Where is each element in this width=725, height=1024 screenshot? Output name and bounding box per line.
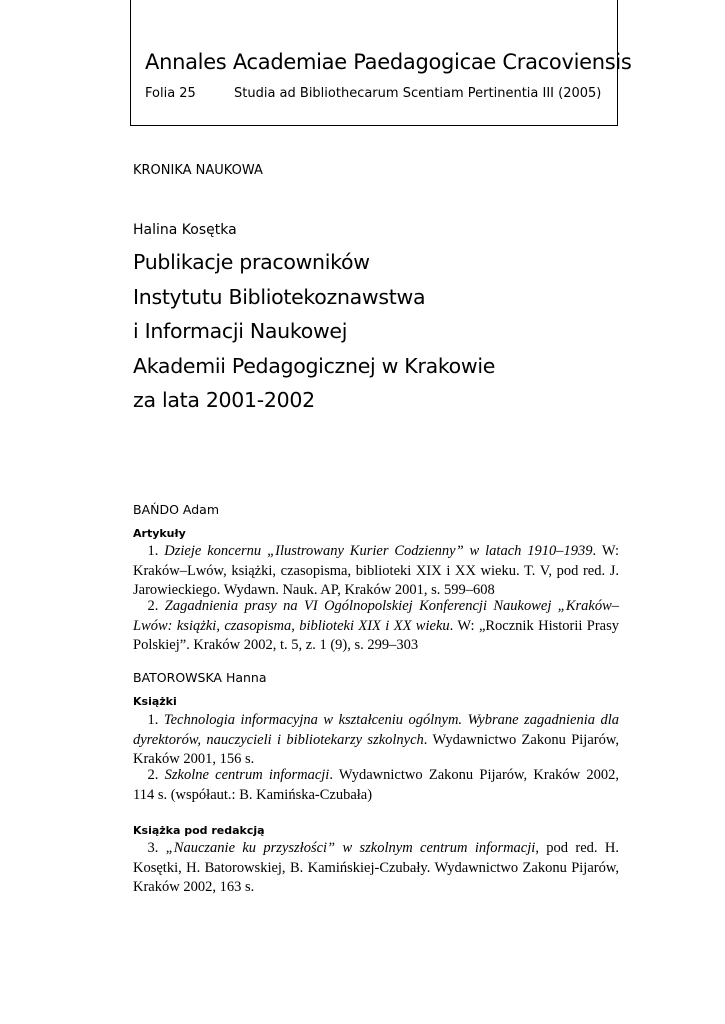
- article-title: [133, 245, 495, 418]
- entry-details: . Wydawnictwo Zakonu Pijarów, Kraków 2001, 156 s.: [133, 731, 619, 767]
- bibliography-entry: [133, 597, 619, 656]
- person-name: BATOROWSKA Hanna: [133, 670, 267, 685]
- entry-number: 1.: [147, 712, 164, 728]
- bibliography-entry: [133, 542, 619, 601]
- entry-title: Zagadnienia prasy na VI Ogólnopolskiej Konferencji Naukowej „Kraków–Lwów: książki, czasopisma, biblioteki XIX i XX wieku: [133, 598, 620, 634]
- journal-folio: Folia 25: [145, 86, 196, 101]
- section-heading: KRONIKA NAUKOWA: [133, 163, 263, 178]
- entry-details: , pod red. H. Kosętki, H. Batorowskiej, B. Kamińskiej-Czubały. Wydawnictwo Zakonu Pijarów, Kraków 2002, 163 s.: [133, 840, 619, 895]
- entry-title: Technologia informacyjna w kształceniu ogólnym. Wybrane zagadnienia dla dyrektorów, nauczycieli i bibliotekarzy szkolnych: [133, 712, 620, 748]
- entry-title: „Nauczanie ku przyszłości” w szkolnym centrum informacji: [165, 840, 536, 856]
- entry-number: 2.: [147, 598, 165, 614]
- category-label: Książki: [133, 695, 177, 708]
- entry-details: . Wydawnictwo Zakonu Pijarów, Kraków 2002, 114 s. (współaut.: B. Kamińska-Czubała): [133, 767, 619, 803]
- title-line: Instytutu Bibliotekoznawstwa: [133, 284, 426, 309]
- title-line: Akademii Pedagogicznej w Krakowie: [133, 353, 496, 378]
- entry-title: Dzieje koncernu „Ilustrowany Kurier Codzienny” w latach 1910–1939: [164, 543, 593, 559]
- person-name: BAŃDO Adam: [133, 502, 220, 517]
- bibliography-entry: [133, 766, 619, 805]
- entry-details: . W: „Rocznik Historii Prasy Polskiej”. Kraków 2002, t. 5, z. 1 (9), s. 299–303: [133, 617, 620, 653]
- entry-details: . W: Kraków–Lwów, książki, czasopisma, biblioteki XIX i XX wieku. T. V, pod red. J. Jarowieckiego. Wydawn. Nauk. AP, Kraków 2001, s. 599–608: [133, 543, 619, 598]
- journal-header-box: [130, 0, 632, 126]
- title-line: Publikacje pracowników: [133, 250, 370, 274]
- entry-number: 2.: [147, 767, 165, 783]
- category-label: Artykuły: [133, 527, 186, 540]
- journal-title: Annales Academiae Paedagogicae Cracoviensis: [145, 50, 632, 74]
- bibliography-entry: [133, 711, 619, 770]
- title-line: za lata 2001-2002: [133, 388, 315, 412]
- journal-series: Studia ad Bibliothecarum Scentiam Pertinentia III (2005): [234, 86, 602, 101]
- entry-number: 1.: [147, 543, 165, 559]
- bibliography-entry: [133, 839, 619, 898]
- category-label: Książka pod redakcją: [133, 824, 265, 837]
- title-line: i Informacji Naukowej: [133, 319, 348, 343]
- entry-title: Szkolne centrum informacji: [164, 767, 330, 783]
- entry-number: 3.: [147, 840, 166, 856]
- article-author: Halina Kosętka: [133, 222, 237, 238]
